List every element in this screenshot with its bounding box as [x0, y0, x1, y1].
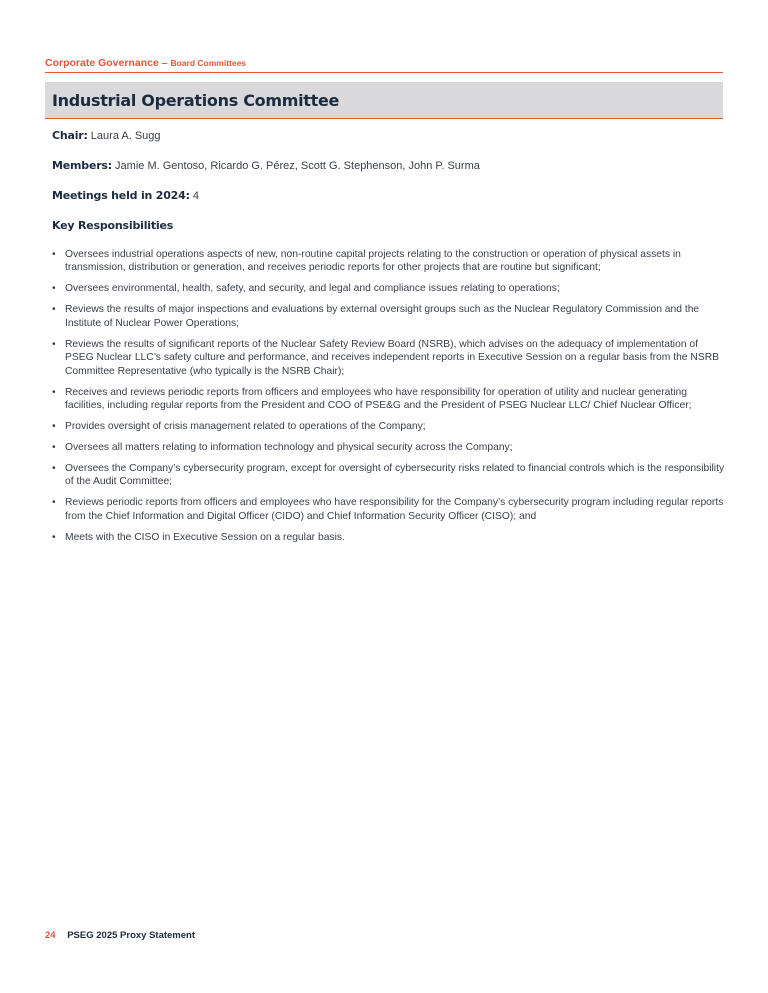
list-item: [52, 303, 727, 330]
bullet: •: [52, 283, 56, 295]
list-item-text: Receives and reviews periodic reports from officers and employees who have responsibility for operation of utility and nuclear generating facilities, including regular reports from the President and COO of PSE&G and the President of PSEG Nuclear LLC/ Chief Nuclear Officer;: [65, 386, 692, 412]
list-item: [52, 496, 727, 523]
bullet: •: [52, 421, 56, 433]
subsection-title: Board Committees: [170, 58, 247, 68]
members-value: Jamie M. Gentoso, Ricardo G. Pérez, Scott G. Stephenson, John P. Surma: [115, 160, 480, 172]
chair-line: [52, 129, 161, 142]
list-item-text: Meets with the CISO in Executive Session on a regular basis.: [65, 531, 345, 543]
list-item: [52, 462, 727, 489]
key-responsibilities-heading: Key Responsibilities: [52, 219, 174, 232]
list-item: [52, 531, 727, 544]
bullet: •: [52, 249, 56, 260]
bullet: •: [52, 463, 56, 475]
list-item-text: Oversees the Company’s cybersecurity program, except for oversight of cybersecurity risks related to financial controls which is the responsibility of the Audit Committee;: [65, 463, 725, 488]
list-item-text: Oversees industrial operations aspects of new, non-routine capital projects relating to the construction or operation of physical assets in transmission, distribution or generation, and receives periodic reports for other projects that are routine but significant;: [65, 249, 681, 274]
list-item-text: Oversees all matters relating to information technology and physical security across the Company;: [65, 442, 513, 454]
list-item-text: Reviews the results of significant reports of the Nuclear Safety Review Board (NSRB), which advises on the adequacy of implementation of PSEG Nuclear LLC’s safety culture and performance, and receives independent reports in Executive Session on a regular basis from the NSRB Committee Representative (who typically is the NSRB Chair);: [65, 338, 720, 377]
bullet: •: [52, 497, 56, 509]
members-line: [52, 159, 480, 172]
list-item: [52, 248, 727, 275]
meetings-label: Meetings held in 2024:: [52, 189, 190, 202]
page-number: 24: [45, 930, 56, 941]
section-header: [45, 57, 723, 73]
list-item-text: Oversees environmental, health, safety, and security, and legal and compliance issues relating to operations;: [65, 283, 560, 295]
document-title: PSEG 2025 Proxy Statement: [67, 930, 196, 941]
page-title: Industrial Operations Committee: [52, 91, 340, 110]
meetings-value: 4: [192, 190, 199, 202]
bullet: •: [52, 442, 56, 454]
list-item-text: Reviews periodic reports from officers and employees who have responsibility for the Company’s cybersecurity program including regular reports from the Chief Information and Digital Officer (CIDO) and Chief Information Security Officer (CISO); and: [65, 497, 724, 522]
bullet: •: [52, 531, 56, 543]
list-item: [52, 282, 727, 295]
list-item-text: Provides oversight of crisis management related to operations of the Company;: [65, 421, 426, 433]
responsibilities-list: [52, 248, 727, 552]
meetings-line: [52, 189, 199, 202]
list-item: [52, 441, 727, 454]
bullet: •: [52, 338, 56, 350]
list-item: [52, 338, 727, 378]
section-title: Corporate Governance –: [45, 57, 168, 69]
list-item-text: Reviews the results of major inspections and evaluations by external oversight groups such as the Nuclear Regulatory Commission and the Institute of Nuclear Power Operations;: [65, 304, 700, 329]
bullet: •: [52, 386, 56, 398]
list-item: [52, 386, 727, 413]
chair-value: Laura A. Sugg: [90, 130, 161, 142]
list-item: [52, 420, 727, 433]
members-label: Members:: [52, 159, 112, 172]
committee-title-bar: [45, 82, 723, 119]
bullet: •: [52, 304, 56, 316]
chair-label: Chair:: [52, 129, 88, 142]
page-footer: [45, 930, 195, 941]
